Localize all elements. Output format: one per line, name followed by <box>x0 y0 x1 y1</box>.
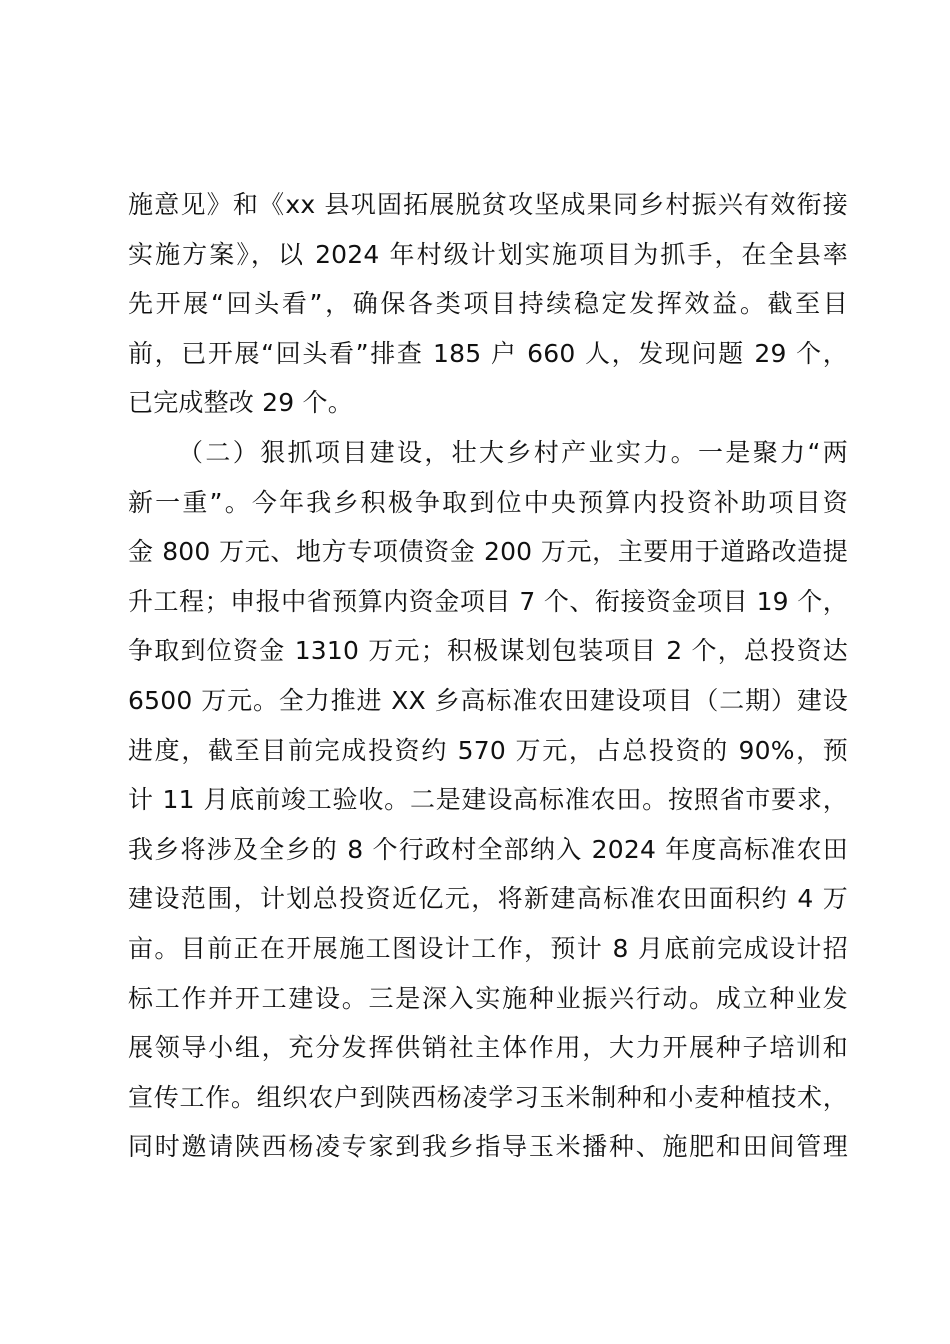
text-line: 施意见》和《xx 县巩固拓展脱贫攻坚成果同乡村振兴有效衔接 <box>128 190 848 219</box>
body-text <box>128 180 848 1172</box>
text-line: 金 800 万元、地方专项债资金 200 万元，主要用于道路改造提 <box>128 537 848 567</box>
section-heading-line: （二）狠抓项目建设，壮大乡村产业实力。一是聚力“两 <box>178 437 848 467</box>
text-line: 先开展“回头看”，确保各类项目持续稳定发挥效益。截至目 <box>128 289 848 319</box>
text-line: 进度，截至目前完成投资约 570 万元，占总投资的 90%，预 <box>128 735 848 765</box>
text-line: 争取到位资金 1310 万元；积极谋划包装项目 2 个，总投资达 <box>128 636 848 666</box>
text-line: 亩。目前正在开展施工图设计工作，预计 8 月底前完成设计招 <box>128 933 848 963</box>
text-line: 建设范围，计划总投资近亿元，将新建高标准农田面积约 4 万 <box>128 884 848 914</box>
text-line: 计 11 月底前竣工验收。二是建设高标准农田。按照省市要求， <box>128 785 848 815</box>
text-line: 同时邀请陕西杨凌专家到我乡指导玉米播种、施肥和田间管理 <box>128 1132 848 1162</box>
text-line: 标工作并开工建设。三是深入实施种业振兴行动。成立种业发 <box>128 983 848 1013</box>
text-line: 前，已开展“回头看”排查 185 户 660 人，发现问题 29 个， <box>128 338 848 368</box>
text-line: 展领导小组，充分发挥供销社主体作用，大力开展种子培训和 <box>128 1033 848 1063</box>
text-line: 我乡将涉及全乡的 8 个行政村全部纳入 2024 年度高标准农田 <box>128 834 848 864</box>
text-line: 升工程；申报中省预算内资金项目 7 个、衔接资金项目 19 个， <box>128 586 848 616</box>
text-line: 宣传工作。组织农户到陕西杨凌学习玉米制种和小麦种植技术， <box>128 1082 848 1112</box>
paragraph-last-line: 已完成整改 29 个。 <box>128 388 353 418</box>
text-line: 实施方案》，以 2024 年村级计划实施项目为抓手，在全县率 <box>128 239 848 269</box>
text-line: 新一重”。今年我乡积极争取到位中央预算内投资补助项目资 <box>128 487 848 517</box>
text-line: 6500 万元。全力推进 XX 乡高标准农田建设项目（二期）建设 <box>128 685 848 715</box>
